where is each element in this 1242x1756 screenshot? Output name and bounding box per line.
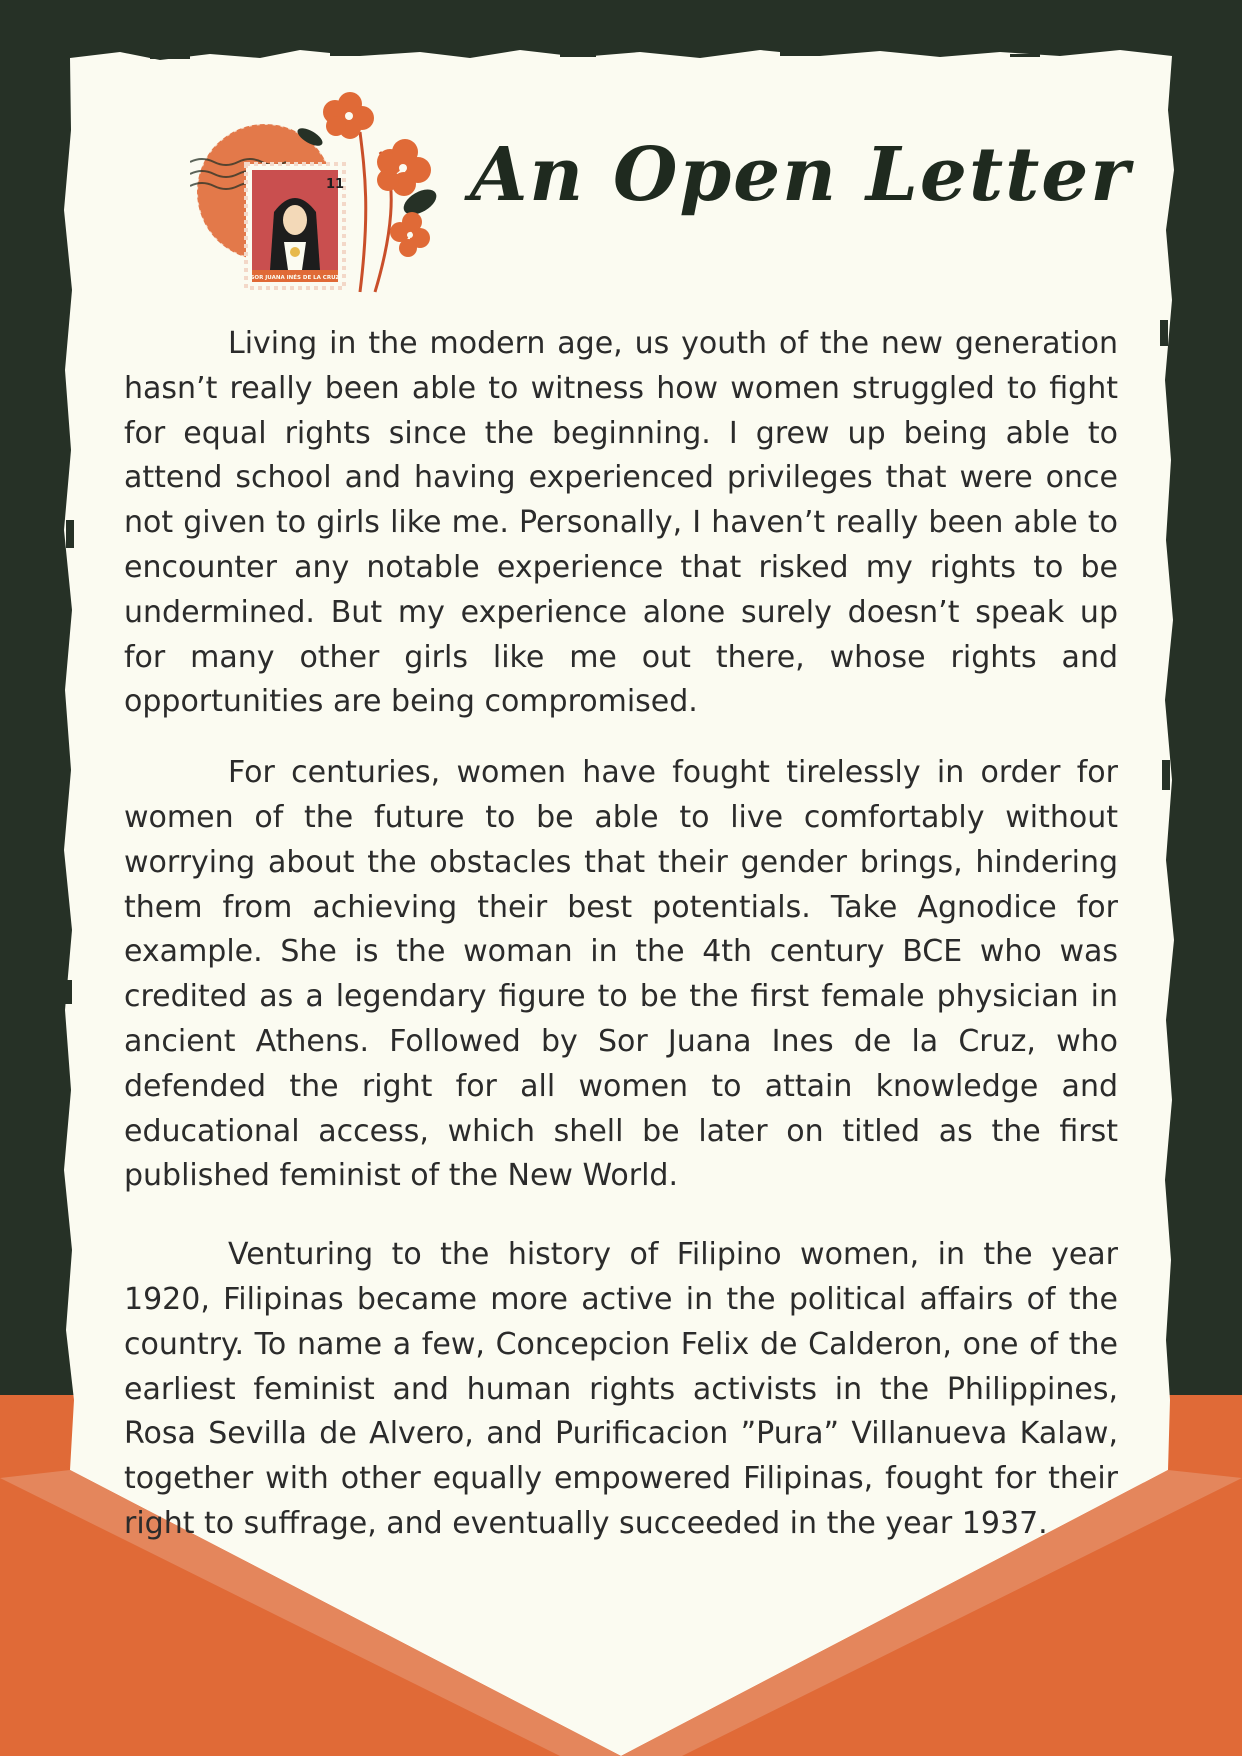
stamp-caption: SOR JUANA INÉS DE LA CRUZ	[250, 275, 340, 281]
letter-paragraph-1: Living in the modern age, us youth of the new generation hasn’t really been able to witness how women struggled to fight for equal rights since the beginning. I grew up being able to attend school and having experienced privileges that were once not given to girls like me. Personally, I haven’t really been able to encounter any notable experience that risked my rights to be undermined. But my experience alone surely doesn’t speak up for many other girls like me out there, whose rights and opportunities are being compromised.	[124, 326, 1118, 720]
letter-paragraph-3: Venturing to the history of Filipino women, in the year 1920, Filipinas became more active in the political affairs of the country. To name a few, Concepcion Felix de Calderon, one of the earliest feminist and human rights activists in the Philippines, Rosa Sevilla de Alvero, and Purificacion ”Pura” Villanueva Kalaw, together with other equally empowered Filipinas, fought for their right to suffrage, and eventually succeeded in the year 1937.	[124, 1237, 1118, 1541]
letter-paragraph-2: For centuries, women have fought tirelessly in order for women of the future to be able to live comfortably without worrying about the obstacles that their gender brings, hindering them from achieving their best potentials. Take Agnodice for example. She is the woman in the 4th century BCE who was credited as a legendary figure to be the first female physician in ancient Athens. Followed by Sor Juana Ines de la Cruz, who defended the right for all women to attain knowledge and educational access, which shell be later on titled as the first published feminist of the New World.	[124, 755, 1118, 1194]
letter-body	[124, 322, 1118, 1573]
stamp-number: 11	[326, 177, 345, 192]
stamp-illustration	[190, 92, 460, 302]
page-title: An Open Letter	[470, 132, 1132, 218]
